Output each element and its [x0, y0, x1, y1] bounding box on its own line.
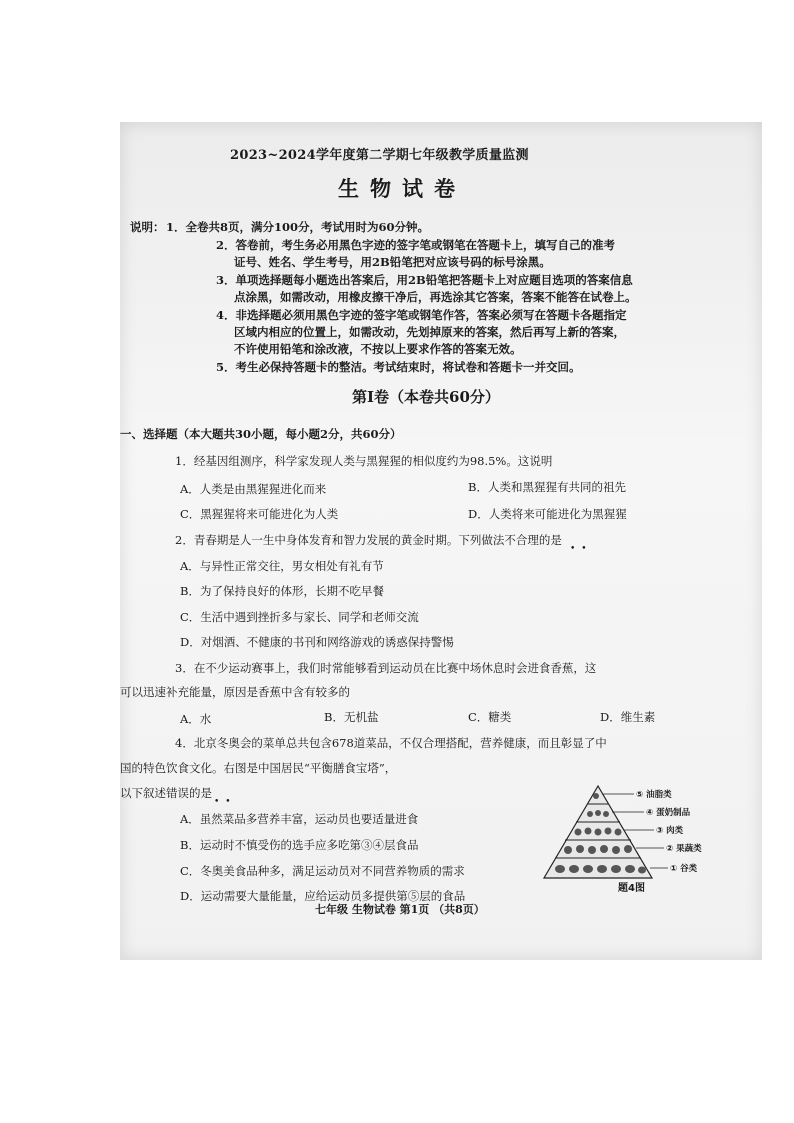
option-a: A．水: [180, 712, 212, 726]
pyramid-level-label: ③ 肉类: [656, 826, 684, 836]
pyramid-level-label: ⑤ 油脂类: [636, 790, 672, 800]
option-c: C．冬奥美食品种多，满足运动员对不同营养物质的需求: [180, 864, 465, 878]
option-c: C．黑猩猩将来可能进化为人类: [180, 507, 339, 521]
option-b: B．运动时不慎受伤的选手应多吃第③④层食品: [180, 838, 419, 852]
emphasis-dots: ••: [214, 797, 237, 807]
instruction-line: 点涂黑，如需改动，用橡皮擦干净后，再选涂其它答案，答案不能答在试卷上。: [234, 290, 637, 304]
pyramid-level-label: ④ 蛋奶制品: [646, 808, 691, 818]
option-a: A．与异性正常交往，男女相处有礼有节: [180, 559, 384, 573]
option-b: B．人类和黑猩猩有共同的祖先: [468, 480, 626, 494]
instruction-line: 区域内相应的位置上，如需改动，先划掉原来的答案，然后再写上新的答案，: [234, 325, 625, 339]
instruction-line: 证号、姓名、学生考号，用2B铅笔把对应该号码的标号涂黑。: [234, 255, 551, 269]
figure-caption: 题4图: [618, 883, 645, 894]
option-a: A．虽然菜品多营养丰富，运动员也要适量进食: [180, 812, 419, 826]
question-stem-continued: 以下叙述错误的是: [120, 786, 212, 800]
option-d: D．对烟酒、不健康的书刊和网络游戏的诱惑保持警惕: [180, 635, 454, 649]
option-c: C．生活中遇到挫折多与家长、同学和老师交流: [180, 610, 419, 624]
exam-title: 2023~2024学年度第二学期七年级教学质量监测: [230, 148, 529, 163]
subject-title: 生物试卷: [338, 176, 466, 201]
section-title: 第Ⅰ卷（本卷共60分）: [352, 388, 500, 406]
instruction-line: 1．全卷共8页，满分100分，考试用时为60分钟。: [166, 220, 430, 234]
option-c: C．糖类: [468, 710, 512, 724]
instruction-line: 不许使用铅笔和涂改液，不按以上要求作答的答案无效。: [234, 342, 522, 356]
scanned-exam-page: [120, 122, 762, 960]
instruction-line: 3．单项选择题每小题选出答案后，用2B铅笔把答题卡上对应题目选项的答案信息: [216, 273, 633, 287]
page-footer: 七年级 生物试卷 第1页 （共8页）: [315, 903, 485, 916]
instruction-line: 5．考生必保持答题卡的整洁。考试结束时，将试卷和答题卡一并交回。: [216, 360, 581, 374]
option-d: D．维生素: [600, 710, 656, 724]
question-stem: 3．在不少运动赛事上，我们时常能够看到运动员在比赛中场休息时会进食香蕉，这: [175, 661, 597, 675]
option-d: D．人类将来可能进化为黑猩猩: [468, 507, 627, 521]
question-stem-continued: 可以迅速补充能量，原因是香蕉中含有较多的: [120, 685, 350, 699]
food-pyramid-figure: [538, 782, 738, 900]
option-b: B．为了保持良好的体形，长期不吃早餐: [180, 584, 384, 598]
instruction-line: 4．非选择题必须用黑色字迹的签字笔或钢笔作答，答案必须写在答题卡各题指定: [216, 308, 627, 322]
section-heading: 一、选择题（本大题共30小题，每小题2分，共60分）: [120, 427, 402, 441]
instructions-label: 说明：: [130, 220, 165, 234]
option-a: A．人类是由黑猩猩进化而来: [180, 482, 327, 496]
question-stem: 2．青春期是人一生中身体发育和智力发展的黄金时期。下列做法不合理的是: [175, 533, 562, 547]
instruction-line: 2．答卷前，考生务必用黑色字迹的签字笔或钢笔在答题卡上，填写自己的准考: [216, 238, 615, 252]
question-stem-continued: 国的特色饮食文化。右图是中国居民“平衡膳食宝塔”，: [120, 761, 397, 775]
question-stem: 1．经基因组测序，科学家发现人类与黑猩猩的相似度约为98.5%。这说明: [175, 454, 553, 468]
question-stem: 4．北京冬奥会的菜单总共包含678道菜品，不仅合理搭配，营养健康，而且彰显了中: [175, 736, 607, 750]
pyramid-level-label: ② 果蔬类: [666, 844, 702, 854]
option-d: D．运动需要大量能量，应给运动员多提供第⑤层的食品: [180, 889, 466, 903]
emphasis-dots: ••: [570, 544, 593, 554]
pyramid-level-label: ① 谷类: [670, 864, 698, 874]
option-b: B．无机盐: [324, 710, 379, 724]
